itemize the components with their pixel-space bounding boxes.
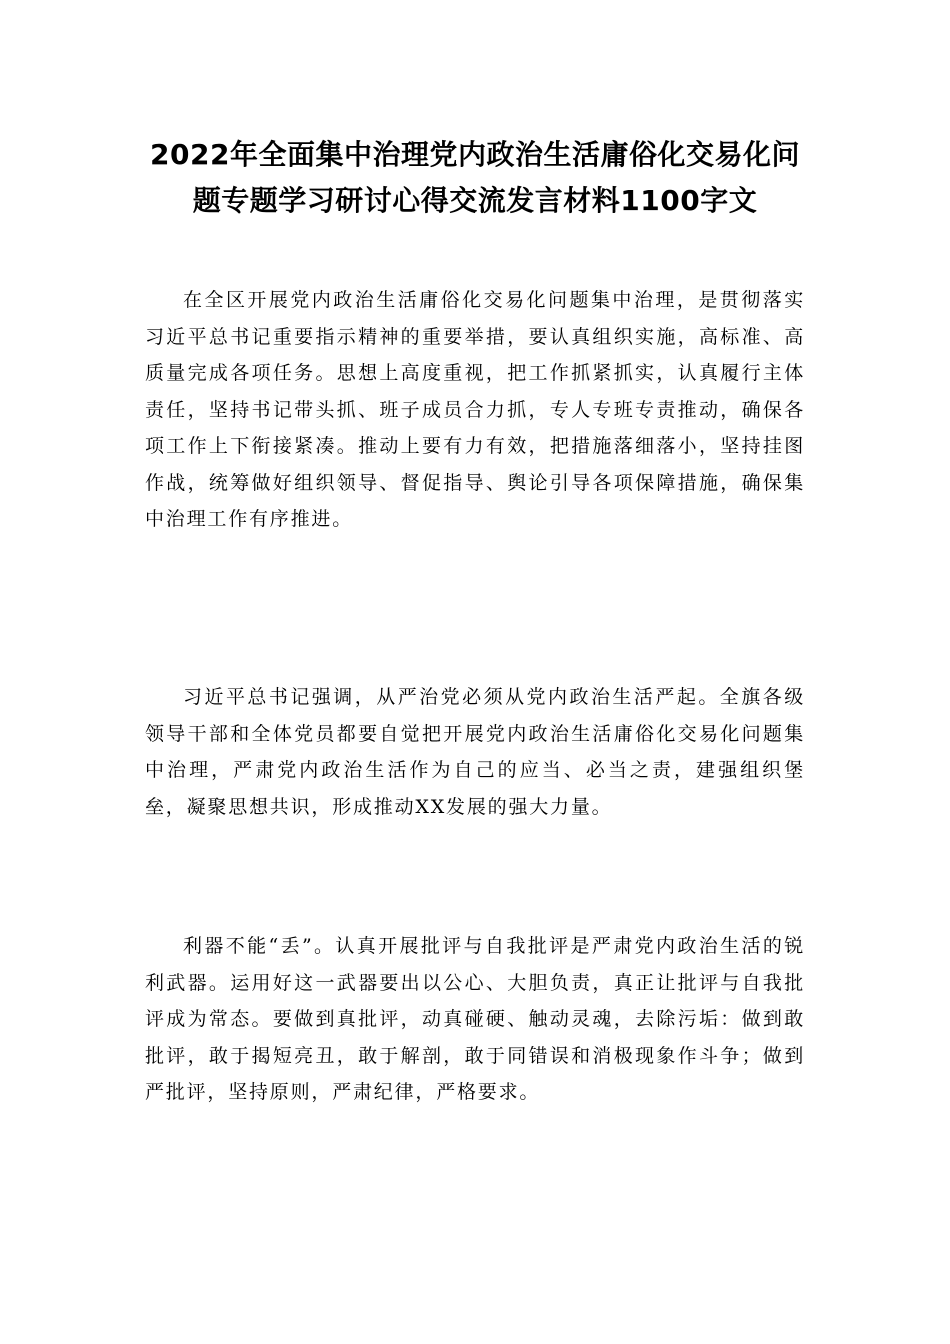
title-line-2: 题专题学习研讨心得交流发言材料1100字文 xyxy=(192,184,758,217)
body-paragraph-1: 在全区开展党内政治生活庸俗化交易化问题集中治理，是贯彻落实习近平总书记重要指示精神的重要举措，要认真组织实施，高标准、高质量完成各项任务。思想上高度重视，把工作抓紧抓实，认真履行主体责任，坚持书记带头抓、班子成员合力抓，专人专班专责推动，确保各项工作上下衔接紧凑。推动上要有力有效，把措施落细落小，坚持挂图作战，统筹做好组织领导、督促指导、舆论引导各项保障措施，确保集中治理工作有序推进。 xyxy=(145,289,805,530)
body-paragraph-2: 习近平总书记强调，从严治党必须从党内政治生活严起。全旗各级领导干部和全体党员都要自觉把开展党内政治生活庸俗化交易化问题集中治理，严肃党内政治生活作为自己的应当、必当之责，建强组织堡垒，凝聚思想共识，形成推动XX发展的强大力量。 xyxy=(145,686,805,818)
title-line-1: 2022年全面集中治理党内政治生活庸俗化交易化问 xyxy=(150,138,800,171)
body-paragraph-3: 利器不能“丢”。认真开展批评与自我批评是严肃党内政治生活的锐利武器。运用好这一武器要出以公心、大胆负责，真正让批评与自我批评成为常态。要做到真批评，动真碰硬、触动灵魂，去除污垢：做到敢批评，敢于揭短亮丑，敢于解剖，敢于同错误和消极现象作斗争；做到严批评，坚持原则，严肃纪律，严格要求。 xyxy=(145,935,805,1103)
document-title xyxy=(145,132,805,224)
